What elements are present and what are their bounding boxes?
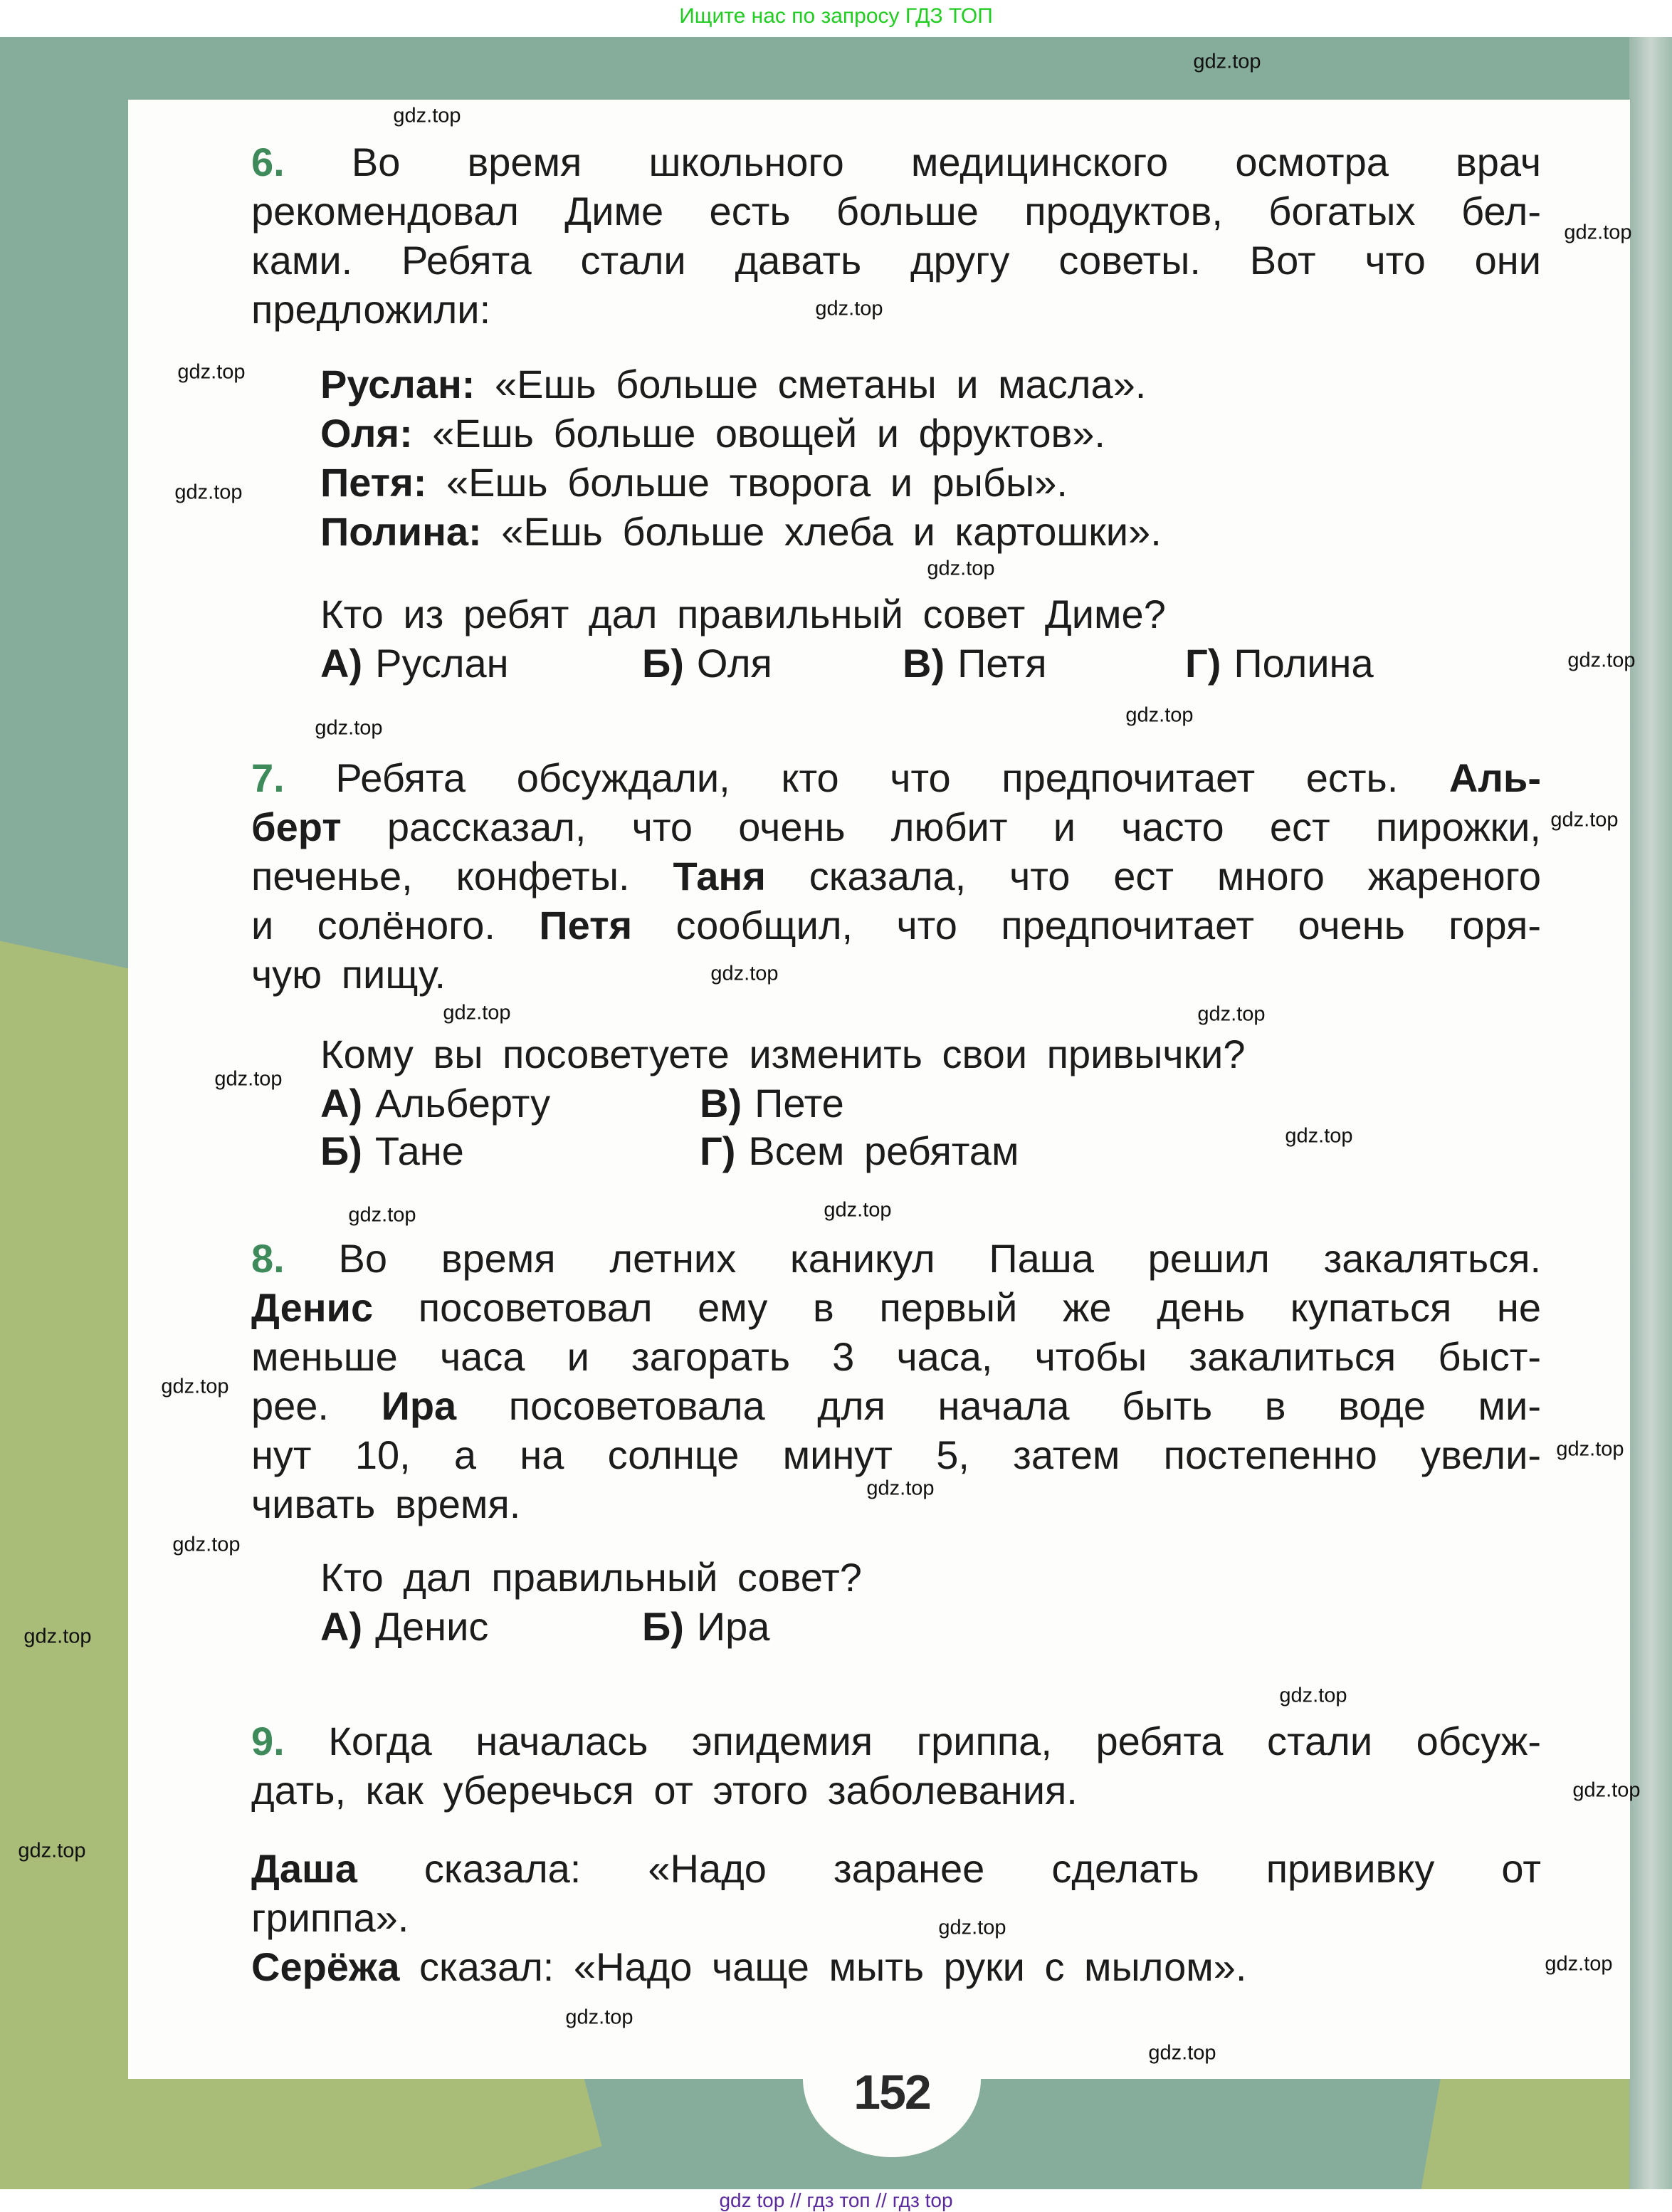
person-name: Аль- (1448, 755, 1541, 800)
watermark: gdz.top (710, 962, 779, 985)
task-number: 9. (251, 1719, 285, 1763)
option-text: Оля (696, 641, 772, 686)
text-segment: ками. Ребята стали давать другу советы. Вот что они (251, 238, 1541, 283)
page-number: 152 (853, 2065, 930, 2119)
text-line (251, 851, 1541, 901)
advice-name: Полина: (320, 509, 482, 554)
text-segment: сказала: «Надо заранее сделать прививку от (357, 1846, 1541, 1891)
question-text: Кто из ребят дал правильный совет Диме? (320, 592, 1166, 636)
option-letter: Г) (700, 1128, 736, 1173)
text-segment: печенье, конфеты. (251, 854, 673, 898)
option-letter: Г) (1185, 641, 1221, 686)
option-text: Руслан (375, 641, 509, 686)
advice-text: «Ешь больше овощей и фруктов». (432, 411, 1105, 456)
option-letter: Б) (320, 1128, 362, 1173)
answer-option-d[interactable] (700, 1126, 1019, 1175)
watermark: gdz.top (1148, 2041, 1216, 2065)
text-line (251, 901, 1541, 950)
option-letter: А) (320, 1081, 363, 1126)
text-line (251, 137, 1541, 187)
watermark: gdz.top (824, 1198, 892, 1222)
text-segment: сказала, что ест много жареного (765, 854, 1541, 898)
watermark: gdz.top (18, 1839, 86, 1862)
question-text: Кто дал правильный совет? (320, 1555, 862, 1600)
text-line (251, 1942, 1541, 1991)
task-number: 7. (251, 755, 285, 800)
option-letter: Б) (642, 1604, 684, 1649)
option-text: Ира (696, 1604, 770, 1649)
watermark: gdz.top (348, 1203, 416, 1227)
bottom-banner: gdz top // гдз топ // гдз top (0, 2189, 1672, 2212)
text-segment: рее. (251, 1383, 382, 1428)
watermark: gdz.top (1285, 1124, 1353, 1148)
watermark: gdz.top (815, 297, 883, 320)
watermark: gdz.top (174, 481, 243, 504)
task-9-text (251, 1716, 1541, 1815)
person-name: Петя (539, 903, 633, 948)
watermark: gdz.top (866, 1477, 935, 1500)
text-segment: посоветовал ему в первый же день купаться не (373, 1285, 1541, 1330)
watermark: gdz.top (938, 1916, 1006, 1939)
advice-item (320, 458, 1541, 507)
text-segment: сообщил, что предпочитает очень горя- (632, 903, 1542, 948)
advice-item (320, 360, 1541, 409)
text-line (251, 1283, 1541, 1332)
option-letter: А) (320, 641, 363, 686)
top-banner: Ищите нас по запросу ГДЗ ТОП (0, 0, 1672, 37)
person-name: Таня (673, 854, 766, 898)
watermark: gdz.top (1125, 703, 1194, 727)
watermark: gdz.top (393, 104, 461, 127)
text-line (251, 1716, 1541, 1766)
watermark: gdz.top (565, 2006, 633, 2029)
text-segment: нут 10, а на солнце минут 5, затем постепенно увели- (251, 1432, 1541, 1477)
answer-option-b[interactable] (320, 1126, 464, 1175)
watermark: gdz.top (23, 1625, 92, 1648)
watermark: gdz.top (172, 1533, 241, 1556)
text-line (251, 802, 1541, 851)
text-line (251, 753, 1541, 802)
text-line (251, 1766, 1541, 1815)
person-name: берт (251, 804, 342, 849)
text-line (251, 1844, 1541, 1893)
person-name: Серёжа (251, 1944, 400, 1989)
text-segment: Во время школьного медицинского осмотра врач (284, 140, 1541, 184)
watermark: gdz.top (1279, 1684, 1347, 1707)
watermark: gdz.top (1567, 649, 1636, 672)
task-8-question (320, 1553, 1541, 1652)
watermark: gdz.top (1564, 221, 1632, 244)
answer-option-a[interactable] (320, 639, 509, 688)
option-text: Тане (374, 1128, 464, 1173)
advice-name: Оля: (320, 411, 413, 456)
option-text: Денис (375, 1604, 489, 1649)
text-line (251, 1234, 1541, 1283)
option-letter: В) (903, 641, 945, 686)
option-letter: А) (320, 1604, 363, 1649)
answer-option-c[interactable] (903, 639, 1047, 688)
advice-text: «Ешь больше сметаны и масла». (495, 362, 1147, 407)
text-segment: сказал: «Надо чаще мыть руки с мылом». (399, 1944, 1247, 1989)
option-letter: В) (700, 1081, 742, 1126)
text-line (251, 1381, 1541, 1430)
option-letter: Б) (642, 641, 684, 686)
text-line (251, 1430, 1541, 1479)
option-text: Всем ребятам (748, 1128, 1019, 1173)
option-text: Пете (754, 1081, 844, 1126)
answer-option-a[interactable] (320, 1602, 488, 1651)
book-fold (1629, 37, 1672, 2189)
text-segment: рекомендовал Диме есть больше продуктов, богатых бел- (251, 189, 1541, 234)
answer-option-d[interactable] (1185, 639, 1374, 688)
person-name: Даша (251, 1846, 357, 1891)
watermark: gdz.top (443, 1001, 511, 1024)
watermark: gdz.top (1556, 1437, 1624, 1461)
task-6-question (320, 589, 1541, 689)
text-line (251, 236, 1541, 285)
option-text: Полина (1234, 641, 1374, 686)
text-segment: Ребята обсуждали, кто что предпочитает есть. (284, 755, 1449, 800)
person-name: Ира (381, 1383, 457, 1428)
text-segment: чую пищу. (251, 952, 446, 997)
task-7-text (251, 753, 1541, 999)
answer-option-a[interactable] (320, 1079, 550, 1128)
text-segment: меньше часа и загорать 3 часа, чтобы закалиться быст- (251, 1334, 1541, 1379)
task-number: 8. (251, 1236, 285, 1281)
watermark: gdz.top (1193, 50, 1261, 73)
advice-name: Руслан: (320, 362, 475, 407)
text-line (251, 285, 1541, 334)
text-segment: и солёного. (251, 903, 540, 948)
text-segment: предложили: (251, 287, 491, 332)
watermark: gdz.top (1572, 1778, 1641, 1802)
person-name: Денис (251, 1285, 374, 1330)
watermark: gdz.top (1545, 1952, 1613, 1976)
advice-item (320, 409, 1541, 458)
task-9-opinions (251, 1844, 1541, 1991)
watermark: gdz.top (177, 360, 246, 384)
text-line (251, 187, 1541, 236)
question-text: Кому вы посоветуете изменить свои привычки? (320, 1032, 1246, 1076)
text-segment: гриппа». (251, 1895, 409, 1940)
answer-option-b[interactable] (642, 1602, 769, 1651)
task-6-text (251, 137, 1541, 334)
watermark: gdz.top (927, 557, 995, 580)
watermark: gdz.top (214, 1067, 283, 1091)
answer-option-c[interactable] (700, 1079, 844, 1128)
task-number: 6. (251, 140, 285, 184)
text-segment: Когда началась эпидемия гриппа, ребята стали обсуж- (284, 1719, 1541, 1763)
advice-text: «Ешь больше творога и рыбы». (446, 460, 1068, 505)
advice-name: Петя: (320, 460, 427, 505)
option-text: Петя (957, 641, 1047, 686)
text-segment: рассказал, что очень любит и часто ест пирожки, (341, 804, 1541, 849)
watermark: gdz.top (1550, 808, 1619, 832)
watermark: gdz.top (315, 716, 383, 740)
answer-option-b[interactable] (642, 639, 772, 688)
text-line (251, 950, 1541, 999)
text-segment: дать, как уберечься от этого заболевания. (251, 1768, 1078, 1813)
text-segment: чивать время. (251, 1482, 521, 1526)
task-7-question (320, 1029, 1541, 1179)
text-line (251, 1893, 1541, 1942)
watermark: gdz.top (1197, 1002, 1266, 1026)
text-segment: Во время летних каникул Паша решил закаляться. (284, 1236, 1541, 1281)
text-line (251, 1332, 1541, 1381)
text-segment: посоветовала для начала быть в воде ми- (456, 1383, 1541, 1428)
task-6-advice-list (320, 360, 1541, 556)
advice-text: «Ешь больше хлеба и картошки». (501, 509, 1162, 554)
watermark: gdz.top (161, 1375, 229, 1398)
advice-item (320, 507, 1541, 556)
option-text: Альберту (375, 1081, 551, 1126)
